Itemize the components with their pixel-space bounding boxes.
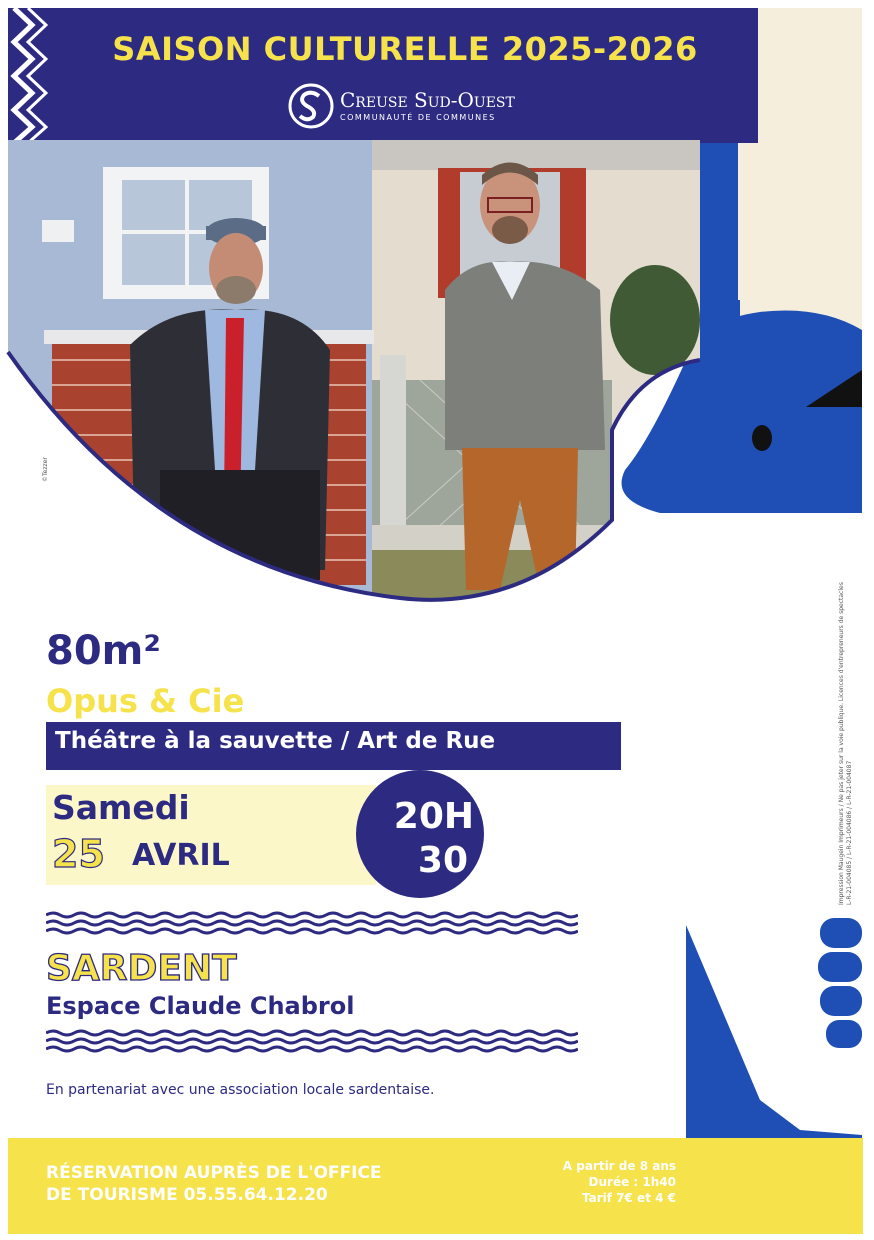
company-name: Opus & Cie [46,682,245,720]
season-title: SAISON CULTURELLE 2025-2026 [112,30,698,68]
price-info: Tarif 7€ et 4 € [582,1191,676,1205]
wave-divider-bottom [46,1028,578,1058]
time-hours: 20H [393,796,474,837]
booking-line-1: RÉSERVATION AUPRÈS DE L'OFFICE [46,1163,382,1183]
time-minutes: 30 [417,840,468,881]
day-label: Samedi [52,788,190,827]
genre-label: Théâtre à la sauvette / Art de Rue [55,728,496,754]
venue-name: Espace Claude Chabrol [46,992,355,1020]
town-name: SARDENT [46,948,237,989]
logo-subtitle: COMMUNAUTÉ DE COMMUNES [340,113,496,122]
duration-info: Durée : 1h40 [588,1175,676,1189]
age-info: A partir de 8 ans [562,1159,676,1173]
date-number: 25 [52,832,105,876]
legal-notice: Impression Maugein Imprimeurs / Ne pas jeter sur la voie publique. Licences d'entrepreneurs de spectacles L-R-21-004085 / L-R-21-004086 / L-R-21-004087 [838,582,853,905]
practical-info [500,1158,676,1206]
booking-line-2: DE TOURISME 05.55.64.12.20 [46,1185,328,1205]
logo-name: Creuse Sud-Ouest [340,88,515,112]
photo-credit: ©Tezzer [42,457,49,482]
zigzag-decoration [8,8,48,143]
month-label: AVRIL [132,838,230,873]
wave-divider-top [46,910,578,940]
show-title: 80m² [46,628,161,674]
partnership-note: En partenariat avec une association locale sardentaise. [46,1082,435,1098]
performers-photo [0,140,700,610]
